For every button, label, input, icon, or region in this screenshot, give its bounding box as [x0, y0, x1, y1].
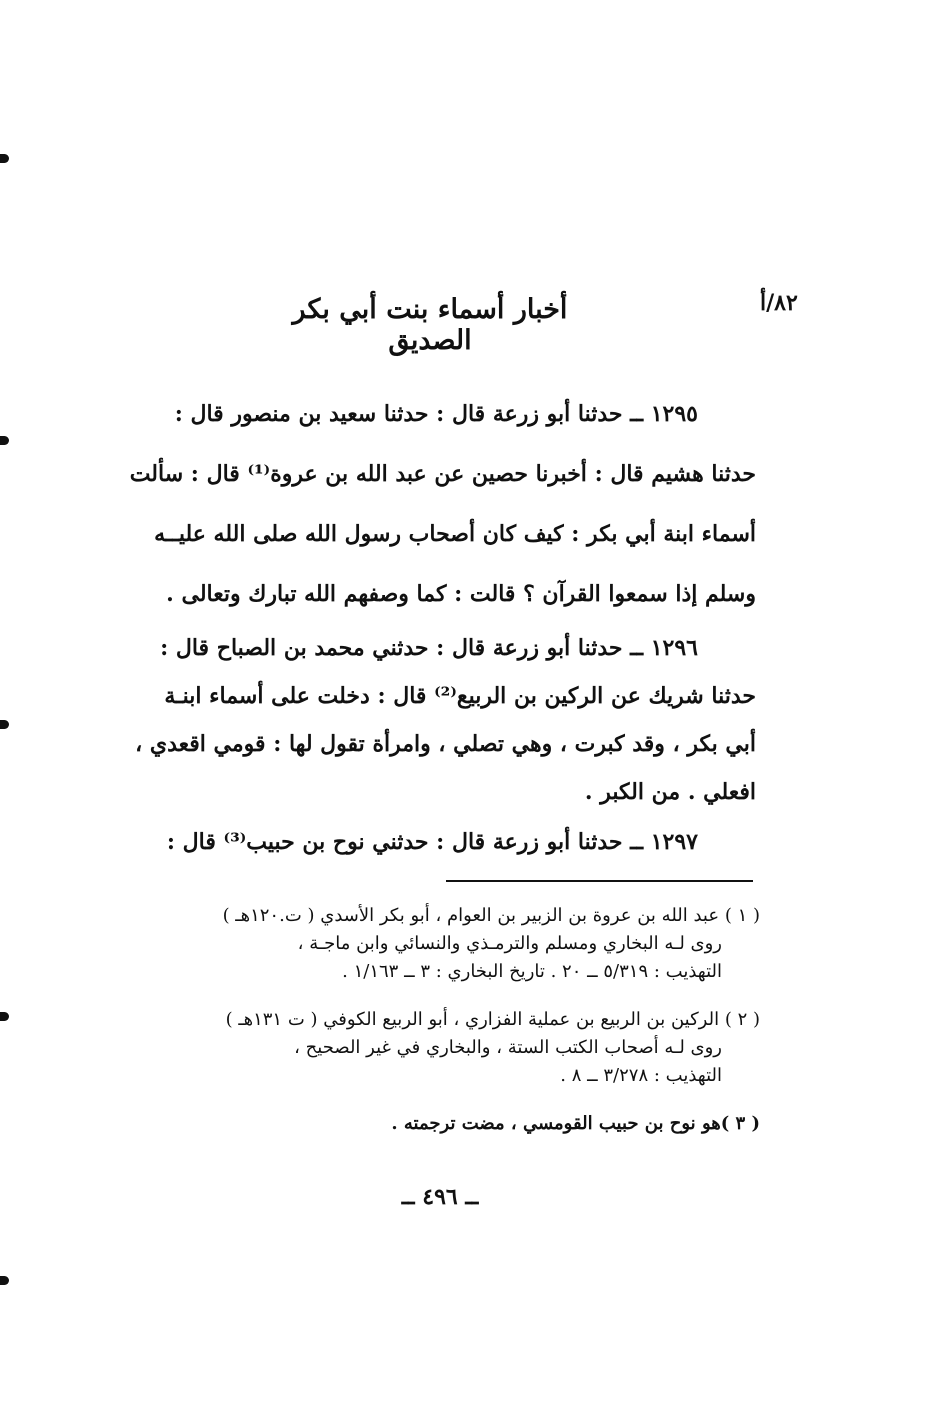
- footnote-line: ( ٢ ) الركين بن الربيع بن عملية الفزاري ، أبو الربيع الكوفي ( ت ١٣١هـ ): [225, 1009, 760, 1030]
- hadith-line: ١٢٩٥ ــ حدثنا أبو زرعة قال : حدثنا سعيد بن منصور قال :: [174, 401, 698, 427]
- footnote-divider: [446, 880, 753, 882]
- hadith-line: أسماء ابنة أبي بكر : كيف كان أصحاب رسول الله صلى الله عليــه: [154, 521, 756, 547]
- scan-edge-mark: [0, 436, 9, 445]
- hadith-line: افعلي . من الكبر .: [584, 779, 756, 805]
- hadith-1295: [108, 384, 756, 624]
- hadith-line: وسلم إذا سمعوا القرآن ؟ قالت : كما وصفهم الله تبارك وتعالى .: [166, 581, 756, 607]
- footnote-line: التهذيب : ٣/٢٧٨ ــ ٨ .: [560, 1065, 722, 1086]
- hadith-line: ١٢٩٧ ــ حدثنا أبو زرعة قال : حدثني نوح بن حبيب⁽³⁾ قال :: [166, 829, 698, 855]
- footnote-line: ( ١ ) عبد الله بن عروة بن الزبير بن العوام ، أبو بكر الأسدي ( ت.١٢٠هـ ): [222, 905, 760, 926]
- scan-edge-mark: [0, 720, 9, 729]
- hadith-line: حدثنا هشيم قال : أخبرنا حصين عن عبد الله بن عروة⁽¹⁾ قال : سألت: [129, 461, 756, 487]
- hadith-1296: [108, 624, 756, 816]
- hadith-line: ١٢٩٦ ــ حدثنا أبو زرعة قال : حدثني محمد بن الصباح قال :: [160, 635, 698, 661]
- running-title: أخبار أسماء بنت أبي بكر الصديق: [292, 294, 568, 356]
- scan-edge-mark: [0, 1012, 9, 1021]
- scan-edge-mark: [0, 154, 9, 163]
- footnote-line: التهذيب : ٥/٣١٩ ــ ٢٠ . تاريخ البخاري : ٣ ــ ١/١٦٣ .: [342, 961, 722, 982]
- footnote-line: ( ٣ )هو نوح بن حبيب القومسي ، مضت ترجمته .: [391, 1113, 760, 1134]
- scan-edge-mark: [0, 1276, 9, 1285]
- page-number: ــ ٤٩٦ ــ: [401, 1184, 479, 1210]
- hadith-line: أبي بكر ، وقد كبرت ، وهي تصلي ، وامرأة تقول لها : قومي اقعدي ،: [135, 731, 756, 757]
- footnote-line: روى لـه أصحاب الكتب الستة ، والبخاري في غير الصحيح ،: [294, 1037, 722, 1058]
- footnote-3: [108, 1110, 760, 1138]
- hadith-line: حدثنا شريك عن الركين بن الربيع⁽²⁾ قال : دخلت على أسماء ابنـة: [164, 683, 756, 709]
- footnotes: [108, 902, 760, 1158]
- page-header: [100, 290, 830, 356]
- hadith-1297: [108, 812, 756, 872]
- volume-page-ref: ٨٢/أ: [760, 290, 798, 316]
- footnote-1: [108, 902, 760, 986]
- footnote-line: روى لـه البخاري ومسلم والترمـذي والنسائي وابن ماجـة ،: [297, 933, 722, 954]
- footnote-2: [108, 1006, 760, 1090]
